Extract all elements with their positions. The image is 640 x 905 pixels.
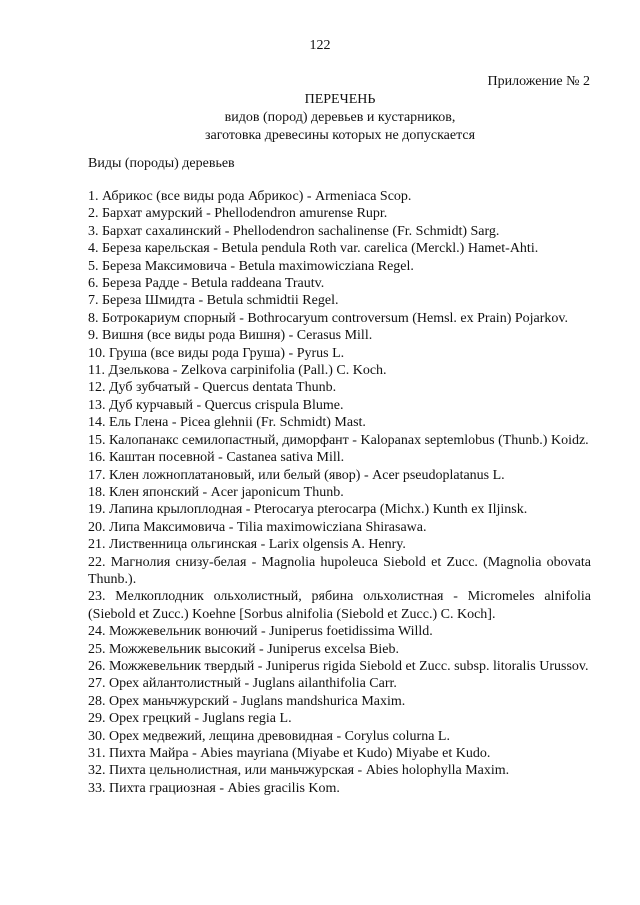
species-list-item: 4. Береза карельская - Betula pendula Roth var. carelica (Merckl.) Hamet-Ahti.: [88, 241, 539, 257]
title-line-2: видов (пород) деревьев и кустарников,: [224, 110, 456, 125]
species-list-item: 25. Можжевельник высокий - Juniperus excelsa Bieb.: [88, 641, 400, 657]
species-list-item: 30. Орех медвежий, лещина древовидная - Corylus colurna L.: [88, 728, 450, 744]
species-list-item: 2. Бархат амурский - Phellodendron amurense Rupr.: [88, 206, 388, 222]
species-list-item: 3. Бархат сахалинский - Phellodendron sachalinense (Fr. Schmidt) Sarg.: [88, 223, 500, 239]
species-list-item: 13. Дуб курчавый - Quercus crispula Blume.: [88, 397, 344, 413]
species-list-item: 23. Мелкоплодник ольхолистный, рябина ольхолистная - Micromeles alnifolia (Siebold et Zucc.) Koehne [Sorbus alnifolia (Siebold et Zucc.) C. Koch].: [88, 589, 591, 622]
appendix-label: Приложение № 2: [487, 74, 590, 89]
species-list-item: 11. Дзелькова - Zelkova carpinifolia (Pall.) C. Koch.: [88, 363, 387, 379]
species-list-item: 22. Магнолия снизу-белая - Magnolia hupoleuca Siebold et Zucc. (Magnolia obovata Thunb.).: [88, 554, 591, 587]
species-list-item: 14. Ель Глена - Picea glehnii (Fr. Schmidt) Mast.: [88, 415, 366, 431]
species-list-item: 10. Груша (все виды рода Груша) - Pyrus L.: [88, 345, 345, 361]
species-list-item: 7. Береза Шмидта - Betula schmidtii Regel.: [88, 293, 339, 309]
species-list-item: 1. Абрикос (все виды рода Абрикос) - Armeniaca Scop.: [88, 189, 412, 204]
title-line-3: заготовка древесины которых не допускается: [204, 128, 476, 143]
species-list-item: 20. Липа Максимовича - Tilia maximowicziana Shirasawa.: [88, 519, 427, 535]
species-list-item: 6. Береза Радде - Betula raddeana Trautv.: [88, 276, 325, 292]
title-line-1: ПЕРЕЧЕНЬ: [304, 92, 376, 107]
species-list-item: 17. Клен ложноплатановый, или белый (явор) - Acer pseudoplatanus L.: [88, 467, 505, 483]
species-list-item: 8. Ботрокариум спорный - Bothrocaryum controversum (Hemsl. ex Prain) Pojarkov.: [88, 310, 569, 326]
species-list-item: 31. Пихта Майра - Abies mayriana (Miyabe et Kudo) Miyabe et Kudo.: [88, 746, 491, 761]
document-title: [80, 91, 600, 145]
species-list-item: 26. Можжевельник твердый - Juniperus rigida Siebold et Zucc. subsp. litoralis Urussov.: [88, 658, 589, 674]
species-list-item: 28. Орех маньчжурский - Juglans mandshurica Maxim.: [88, 693, 406, 709]
page-number: 122: [309, 38, 331, 53]
species-list-item: 18. Клен японский - Acer japonicum Thunb.: [88, 484, 344, 500]
species-list-item: 15. Калопанакс семилопастный, диморфант - Kalopanax septemlobus (Thunb.) Koidz.: [88, 432, 589, 448]
species-list-item: 9. Вишня (все виды рода Вишня) - Cerasus Mill.: [88, 328, 373, 344]
species-list-item: 29. Орех грецкий - Juglans regia L.: [88, 711, 292, 727]
species-list-item: 19. Лапина крылоплодная - Pterocarya pterocarpa (Michx.) Kunth ex Iljinsk.: [88, 502, 528, 518]
species-list-item: 16. Каштан посевной - Castanea sativa Mill.: [88, 450, 345, 466]
species-list: [88, 188, 591, 797]
species-list-item: 24. Можжевельник вонючий - Juniperus foetidissima Willd.: [88, 624, 433, 640]
species-list-item: 32. Пихта цельнолистная, или маньчжурская - Abies holophylla Maxim.: [88, 763, 510, 779]
species-list-item: 5. Береза Максимовича - Betula maximowicziana Regel.: [88, 258, 414, 274]
species-list-item: 33. Пихта грациозная - Abies gracilis Kom.: [88, 780, 340, 796]
species-list-item: 21. Лиственница ольгинская - Larix olgensis A. Henry.: [88, 537, 406, 553]
section-heading: Виды (породы) деревьев: [88, 156, 235, 171]
species-list-item: 12. Дуб зубчатый - Quercus dentata Thunb.: [88, 380, 337, 396]
species-list-item: 27. Орех айлантолистный - Juglans ailanthifolia Carr.: [88, 676, 397, 692]
